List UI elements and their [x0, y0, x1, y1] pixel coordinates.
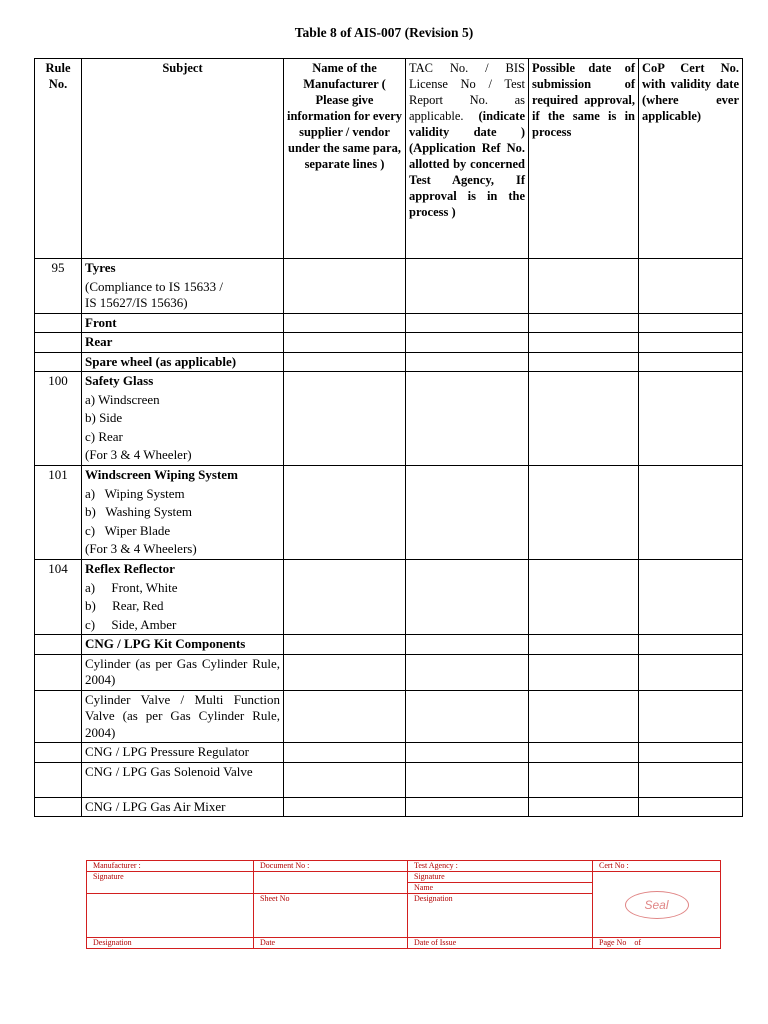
- manufacturer-cell[interactable]: [284, 635, 406, 655]
- subject-cell: CNG / LPG Pressure Regulator: [82, 743, 284, 763]
- subject-cell: Cylinder (as per Gas Cylinder Rule, 2004): [82, 654, 284, 690]
- header-tac-part1: TAC No. / BIS License No / Test Report No. as applicable.: [409, 61, 525, 123]
- rule-no: [35, 333, 82, 353]
- tac-cell[interactable]: [406, 690, 529, 743]
- table-row-front: [35, 313, 743, 333]
- header-cop-cert: CoP Cert No. with validity date (where ever applicable): [639, 59, 743, 259]
- subject-cell: CNG / LPG Gas Air Mixer: [82, 797, 284, 817]
- tac-cell[interactable]: [406, 259, 529, 314]
- rule-no: [35, 352, 82, 372]
- rule-no: 104: [35, 560, 82, 635]
- cop-cell[interactable]: [639, 797, 743, 817]
- rule-no: [35, 654, 82, 690]
- possible-date-cell[interactable]: [529, 466, 639, 560]
- tac-cell[interactable]: [406, 466, 529, 560]
- footer-cert-no: Cert No :: [593, 861, 721, 872]
- tac-cell[interactable]: [406, 797, 529, 817]
- tac-cell[interactable]: [406, 313, 529, 333]
- subject-item: b) Washing System: [85, 504, 193, 519]
- rule-no: [35, 762, 82, 797]
- cop-cell[interactable]: [639, 743, 743, 763]
- signature-footer: [86, 860, 721, 949]
- manufacturer-cell[interactable]: [284, 333, 406, 353]
- subject-title: Tyres: [85, 260, 116, 275]
- rule-no: 100: [35, 372, 82, 466]
- subject-title: Spare wheel (as applicable): [85, 353, 237, 369]
- footer-document-no: Document No :: [254, 861, 408, 872]
- table-row-cylinder: [35, 654, 743, 690]
- subject-cell: [82, 333, 284, 353]
- rule-no: [35, 797, 82, 817]
- subject-title: Windscreen Wiping System: [85, 467, 238, 482]
- manufacturer-cell[interactable]: [284, 560, 406, 635]
- subject-title: CNG / LPG Kit Components: [85, 636, 246, 651]
- possible-date-cell[interactable]: [529, 560, 639, 635]
- cop-cell[interactable]: [639, 259, 743, 314]
- subject-cell: [82, 352, 284, 372]
- subject-title: Front: [85, 314, 117, 330]
- table-row-cng-lpg-kit: [35, 635, 743, 655]
- footer-blank: [254, 872, 408, 894]
- table-row-reflex-reflector: [35, 560, 743, 635]
- cop-cell[interactable]: [639, 333, 743, 353]
- possible-date-cell[interactable]: [529, 690, 639, 743]
- subject-cell: CNG / LPG Gas Solenoid Valve: [82, 762, 284, 797]
- subject-cell: [82, 560, 284, 635]
- rule-no: 101: [35, 466, 82, 560]
- subject-title: Rear: [85, 334, 113, 349]
- cop-cell[interactable]: [639, 352, 743, 372]
- subject-title: Reflex Reflector: [85, 561, 175, 576]
- possible-date-cell[interactable]: [529, 352, 639, 372]
- tac-cell[interactable]: [406, 372, 529, 466]
- header-tac-no: [406, 59, 529, 259]
- tac-cell[interactable]: [406, 654, 529, 690]
- manufacturer-cell[interactable]: [284, 352, 406, 372]
- rule-no: 95: [35, 259, 82, 314]
- possible-date-cell[interactable]: [529, 797, 639, 817]
- footer-signature-manufacturer: Signature: [87, 872, 254, 894]
- cop-cell[interactable]: [639, 635, 743, 655]
- subject-item: b) Side: [85, 410, 123, 425]
- subject-cell: [82, 466, 284, 560]
- possible-date-cell[interactable]: [529, 654, 639, 690]
- manufacturer-cell[interactable]: [284, 466, 406, 560]
- subject-item: a) Front, White: [85, 579, 178, 595]
- header-rule-no: Rule No.: [35, 59, 82, 259]
- subject-cell: [82, 635, 284, 655]
- tac-cell[interactable]: [406, 635, 529, 655]
- table-row-pressure-regulator: [35, 743, 743, 763]
- subject-item: b) Rear, Red: [85, 598, 164, 613]
- possible-date-cell[interactable]: [529, 635, 639, 655]
- subject-item: c) Side, Amber: [85, 616, 177, 632]
- table-row-rear: [35, 333, 743, 353]
- tac-cell[interactable]: [406, 352, 529, 372]
- footer-seal-cell: [593, 872, 721, 938]
- cop-cell[interactable]: [639, 372, 743, 466]
- cop-cell[interactable]: [639, 466, 743, 560]
- subject-cell: [82, 313, 284, 333]
- subject-item: c) Rear: [85, 428, 123, 444]
- manufacturer-cell[interactable]: [284, 690, 406, 743]
- manufacturer-cell[interactable]: [284, 372, 406, 466]
- tac-cell[interactable]: [406, 333, 529, 353]
- tac-cell[interactable]: [406, 743, 529, 763]
- possible-date-cell[interactable]: [529, 743, 639, 763]
- table-row-tyres: [35, 259, 743, 314]
- subject-cell: Cylinder Valve / Multi Function Valve (as per Gas Cylinder Rule, 2004): [82, 690, 284, 743]
- manufacturer-cell[interactable]: [284, 313, 406, 333]
- subject-cell: [82, 372, 284, 466]
- subject-cell: [82, 259, 284, 314]
- footer-test-agency: Test Agency :: [408, 861, 593, 872]
- footer-blank: [87, 894, 254, 938]
- table-row-spare-wheel: [35, 352, 743, 372]
- table-row-wiping-system: [35, 466, 743, 560]
- subject-item: a) Wiping System: [85, 485, 185, 501]
- possible-date-cell[interactable]: [529, 259, 639, 314]
- cop-cell[interactable]: [639, 313, 743, 333]
- possible-date-cell[interactable]: [529, 333, 639, 353]
- table-row-safety-glass: [35, 372, 743, 466]
- header-row: [35, 59, 743, 259]
- cop-cell[interactable]: [639, 762, 743, 797]
- rule-no: [35, 635, 82, 655]
- possible-date-cell[interactable]: [529, 762, 639, 797]
- footer-sheet-no: Sheet No: [254, 894, 408, 938]
- table-row-air-mixer: [35, 797, 743, 817]
- tac-cell[interactable]: [406, 762, 529, 797]
- header-manufacturer-name: Name of the Manufacturer ( Please give information for every supplier / vendor under the same para, separate lines ): [284, 59, 406, 259]
- footer-signature-agency: Signature: [408, 872, 593, 883]
- footer-page-no: Page No of: [593, 938, 721, 949]
- manufacturer-cell[interactable]: [284, 654, 406, 690]
- approval-table: [34, 58, 743, 817]
- rule-no: [35, 313, 82, 333]
- header-possible-date: Possible date of submission of required approval, if the same is in process: [529, 59, 639, 259]
- footer-date: Date: [254, 938, 408, 949]
- possible-date-cell[interactable]: [529, 372, 639, 466]
- subject-line: IS 15627/IS 15636): [85, 295, 188, 310]
- footer-designation-agency: Designation: [408, 894, 593, 938]
- subject-item: a) Windscreen: [85, 391, 160, 407]
- seal-stamp: Seal: [625, 891, 689, 919]
- header-subject: Subject: [82, 59, 284, 259]
- footer-manufacturer: Manufacturer :: [87, 861, 254, 872]
- cop-cell[interactable]: [639, 690, 743, 743]
- manufacturer-cell[interactable]: [284, 797, 406, 817]
- subject-line: (Compliance to IS 15633 /: [85, 278, 223, 294]
- header-tac-part2: (indicate validity date ) (Application Ref No. allotted by concerned Test Agency, If approval is in the process ): [409, 109, 525, 219]
- table-row-cylinder-valve: [35, 690, 743, 743]
- cop-cell[interactable]: [639, 560, 743, 635]
- page-title: Table 8 of AIS-007 (Revision 5): [294, 25, 474, 40]
- subject-note: (For 3 & 4 Wheeler): [85, 447, 192, 462]
- rule-no: [35, 743, 82, 763]
- footer-date-of-issue: Date of Issue: [408, 938, 593, 949]
- tac-cell[interactable]: [406, 560, 529, 635]
- manufacturer-cell[interactable]: [284, 743, 406, 763]
- subject-note: (For 3 & 4 Wheelers): [85, 541, 197, 556]
- footer-name: Name: [408, 883, 593, 894]
- rule-no: [35, 690, 82, 743]
- possible-date-cell[interactable]: [529, 313, 639, 333]
- subject-item: c) Wiper Blade: [85, 522, 171, 538]
- cop-cell[interactable]: [639, 654, 743, 690]
- manufacturer-cell[interactable]: [284, 259, 406, 314]
- table-row-solenoid-valve: [35, 762, 743, 797]
- manufacturer-cell[interactable]: [284, 762, 406, 797]
- footer-designation-manufacturer: Designation: [87, 938, 254, 949]
- subject-title: Safety Glass: [85, 373, 154, 388]
